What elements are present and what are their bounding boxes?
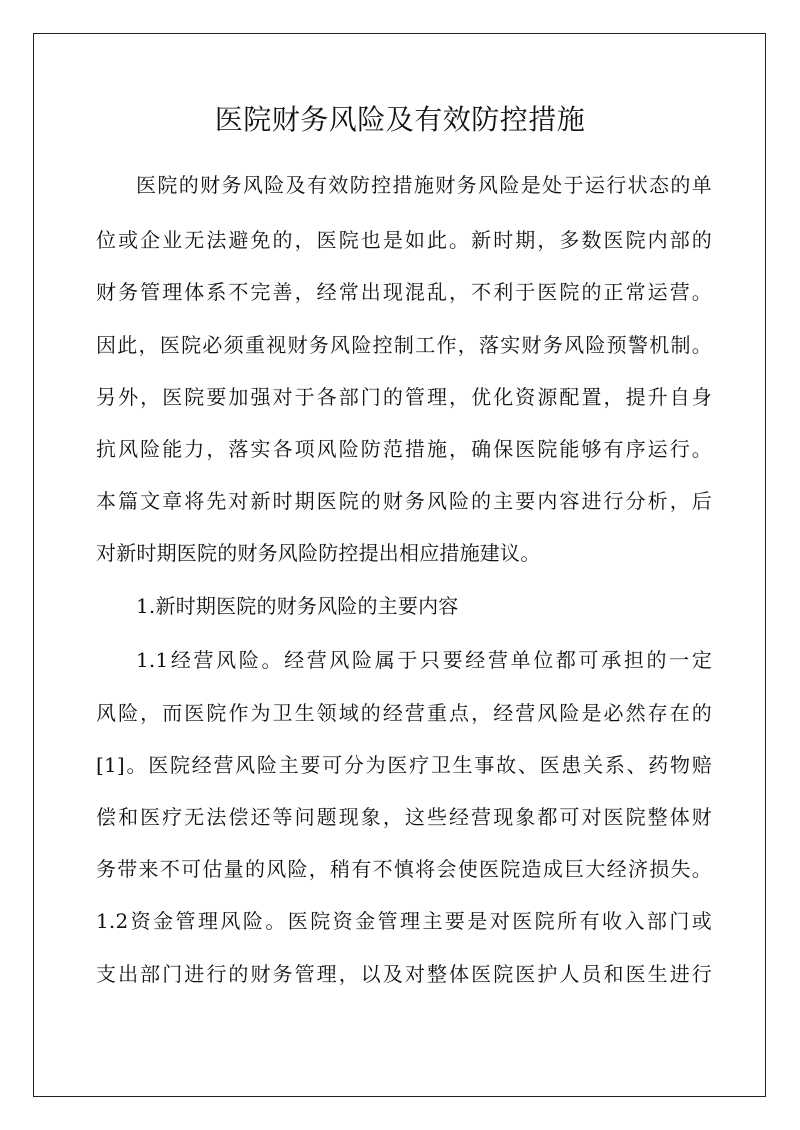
paragraph-line: 医院的财务风险及有效防控措施财务风险是处于运行状态的单 xyxy=(136,173,712,197)
paragraph-line: 位或企业无法避免的，医院也是如此。新时期，多数医院内部的 xyxy=(96,228,712,252)
paragraph-line: 风险，而医院作为卫生领域的经营重点，经营风险是必然存在的 xyxy=(96,701,712,725)
section-heading: 1.新时期医院的财务风险的主要内容 xyxy=(136,594,459,618)
paragraph-line: 因此，医院必须重视财务风险控制工作，落实财务风险预警机制。 xyxy=(96,333,712,357)
paragraph-line: 对新时期医院的财务风险防控提出相应措施建议。 xyxy=(96,541,541,565)
paragraph-line: 财务管理体系不完善，经常出现混乱，不利于医院的正常运营。 xyxy=(96,280,712,304)
paragraph-line: [1]。医院经营风险主要可分为医疗卫生事故、医患关系、药物赔 xyxy=(96,753,712,777)
paragraph-line: 本篇文章将先对新时期医院的财务风险的主要内容进行分析，后 xyxy=(96,489,712,513)
paragraph-line: 务带来不可估量的风险，稍有不慎将会使医院造成巨大经济损失。 xyxy=(96,857,712,881)
paragraph-line: 1.1经营风险。经营风险属于只要经营单位都可承担的一定 xyxy=(136,648,712,672)
paragraph-line: 另外，医院要加强对于各部门的管理，优化资源配置，提升自身 xyxy=(96,385,712,409)
paragraph-line: 1.2资金管理风险。医院资金管理主要是对医院所有收入部门或 xyxy=(96,909,712,933)
paragraph-line: 偿和医疗无法偿还等问题现象，这些经营现象都可对医院整体财 xyxy=(96,805,712,829)
document-title: 医院财务风险及有效防控措施 xyxy=(214,103,586,136)
paragraph-line: 抗风险能力，落实各项风险防范措施，确保医院能够有序运行。 xyxy=(96,437,712,461)
paragraph-line: 支出部门进行的财务管理，以及对整体医院医护人员和医生进行 xyxy=(96,962,712,986)
